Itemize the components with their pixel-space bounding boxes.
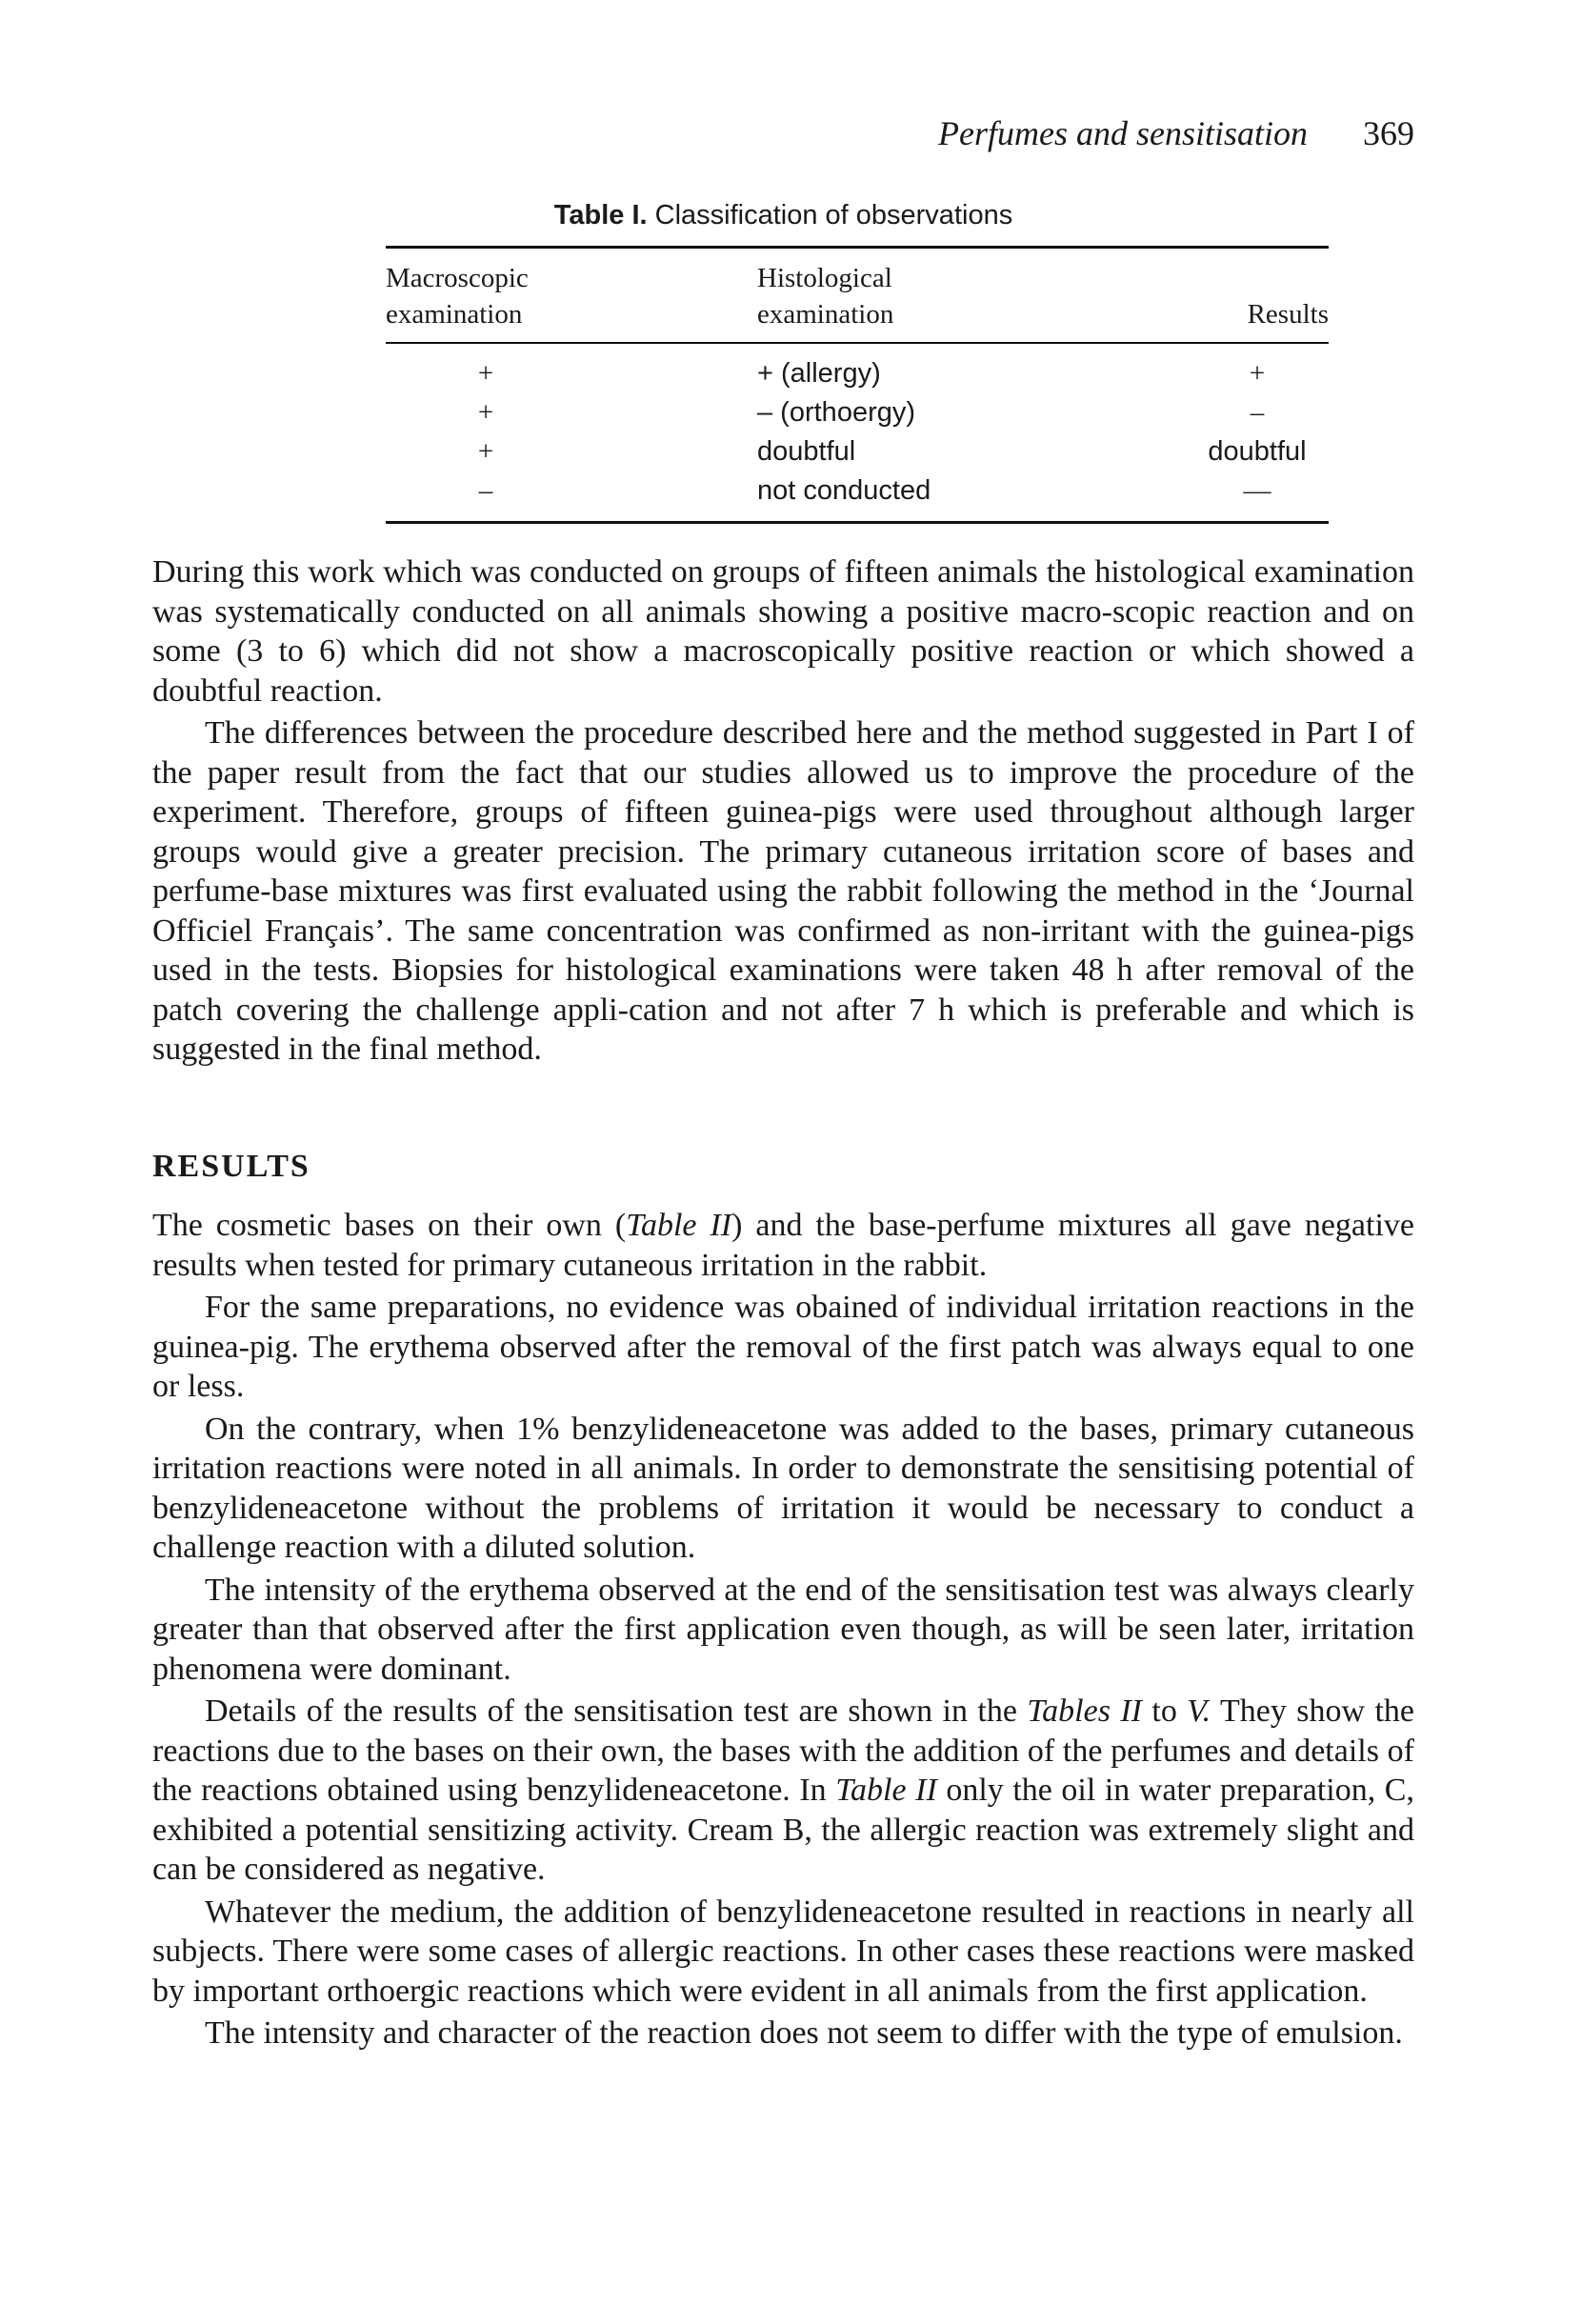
cell-results: + — [1249, 357, 1266, 389]
paragraph: Details of the results of the sensitisation test are shown in the Tables II to V. They show the reactions due to the bases on their own, the bases with the addition of the perfumes and details of the reactions obtained using benzylideneacetone. In Table II only the oil in water preparation, C, exhibited a potential sensitizing activity. Cream B, the allergic reaction was extremely slight and can be considered as negative. — [152, 1693, 1415, 1887]
cell-histological: doubtful — [757, 435, 856, 467]
page — [152, 0, 1414, 2324]
cell-results: — — [1243, 474, 1271, 506]
page-number: 369 — [1363, 114, 1414, 152]
table-header-row — [386, 249, 1329, 342]
section-heading: RESULTS — [152, 1149, 310, 1184]
cell-macroscopic: + — [477, 357, 494, 389]
table-reference: Table II — [626, 1208, 732, 1243]
cell-histological: + (allergy) — [757, 357, 881, 389]
table-row — [386, 431, 1329, 471]
classification-table — [386, 246, 1329, 524]
cell-histological: not conducted — [757, 474, 931, 506]
paragraph: During this work which was conducted on groups of fifteen animals the histological examination was systematically conducted on all animals showing a positive macro-scopic reaction and on some (3 to 6) which did not show a macroscopically positive reaction or which showed a doubtful reaction. — [152, 554, 1414, 709]
cell-results: doubtful — [1208, 435, 1307, 467]
table-reference: Tables II — [1027, 1693, 1143, 1729]
table-caption — [152, 198, 1414, 232]
table-reference: V. — [1187, 1693, 1211, 1729]
header-histological: Histological examination — [757, 263, 894, 330]
cell-macroscopic: + — [477, 396, 494, 428]
body-text — [152, 552, 1414, 1072]
paragraph: For the same preparations, no evidence was obained of individual irritation reactions in the guinea-pig. The erythema observed after the removal of the first patch was always equal to one or less. — [152, 1290, 1414, 1404]
table-reference: Table II — [835, 1773, 937, 1808]
running-header — [938, 114, 1414, 152]
table-caption-text: Classification of observations — [654, 200, 1013, 230]
paragraph: The intensity and character of the reaction does not seem to differ with the type of emulsion. — [205, 2015, 1403, 2051]
paragraph: On the contrary, when 1% benzylideneacetone was added to the bases, primary cutaneous irritation reactions were noted in all animals. In order to demonstrate the sensitising potential of benzylideneacetone without the problems of irritation it would be necessary to conduct a challenge reaction with a diluted solution. — [152, 1411, 1414, 1565]
cell-macroscopic: – — [478, 474, 493, 506]
table-row — [386, 471, 1329, 521]
table-row — [386, 392, 1329, 431]
table-row — [386, 344, 1329, 392]
results-text — [152, 1206, 1414, 2056]
header-results: Results — [1247, 299, 1329, 330]
table-caption-label: Table I. — [553, 200, 648, 230]
paragraph: The intensity of the erythema observed at the end of the sensitisation test was always clearly greater than that observed after the first application even though, as will be seen later, irritation phenomena were dominant. — [152, 1572, 1414, 1687]
paragraph: Whatever the medium, the addition of benzylideneacetone resulted in reactions in nearly all subjects. There were some cases of allergic reactions. In other cases these reactions were masked by important orthoergic reactions which were evident in all animals from the first application. — [152, 1893, 1414, 2009]
cell-macroscopic: + — [477, 435, 494, 467]
paragraph: The differences between the procedure described here and the method suggested in Part I of the paper result from the fact that our studies allowed us to improve the procedure of the experiment. Therefore, groups of fifteen guinea-pigs were used throughout although larger groups would give a greater precision. The primary cutaneous irritation score of bases and perfume-base mixtures was first evaluated using the rabbit following the method in the ‘Journal Officiel Français’. The same concentration was confirmed as non-irritant with the guinea-pigs used in the tests. Biopsies for histological examinations were taken 48 h after removal of the patch covering the challenge appli-cation and not after 7 h which is preferable and which is suggested in the final method. — [152, 715, 1414, 1067]
cell-histological: – (orthoergy) — [757, 396, 916, 428]
running-title: Perfumes and sensitisation — [938, 114, 1308, 152]
paragraph: The cosmetic bases on their own (Table II) and the base-perfume mixtures all gave negative results when tested for primary cutaneous irritation in the rabbit. — [152, 1208, 1414, 1283]
header-macroscopic: Macroscopic examination — [386, 263, 529, 330]
cell-results: – — [1250, 396, 1265, 428]
table-bottom-rule — [386, 521, 1329, 524]
